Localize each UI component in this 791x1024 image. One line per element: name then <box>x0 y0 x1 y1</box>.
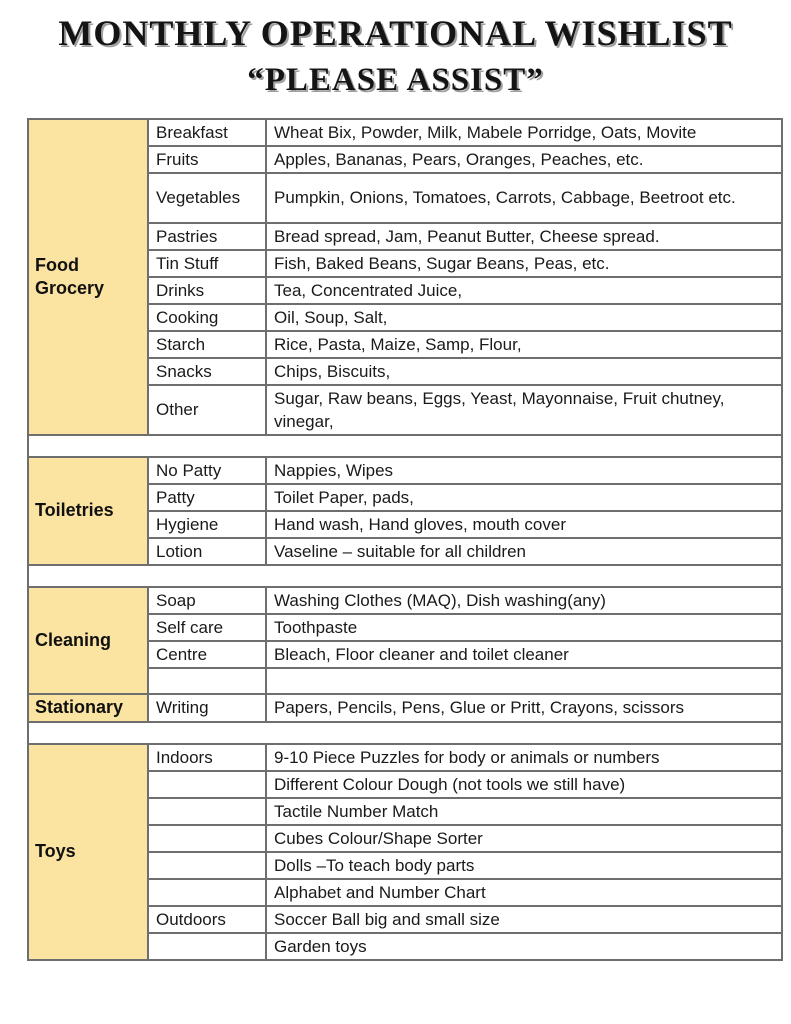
section-cleaning <box>28 587 782 694</box>
items-cell: Toilet Paper, pads, <box>266 484 782 511</box>
subcategory-cell <box>148 771 266 798</box>
category-cell: Food Grocery <box>28 119 148 435</box>
subcategory-cell: Patty <box>148 484 266 511</box>
items-cell: Nappies, Wipes <box>266 457 782 484</box>
subcategory-cell: Centre <box>148 641 266 668</box>
table-row <box>28 587 782 614</box>
section-food-grocery <box>28 119 782 435</box>
spacer-cell <box>28 565 782 587</box>
table-row <box>28 119 782 146</box>
items-cell: Bread spread, Jam, Peanut Butter, Cheese spread. <box>266 223 782 250</box>
items-cell: 9-10 Piece Puzzles for body or animals or numbers <box>266 744 782 771</box>
items-cell: Washing Clothes (MAQ), Dish washing(any) <box>266 587 782 614</box>
spacer-cell <box>28 722 782 744</box>
subcategory-cell <box>148 852 266 879</box>
table-row <box>28 694 782 722</box>
category-cell: Toiletries <box>28 457 148 565</box>
items-cell: Tea, Concentrated Juice, <box>266 277 782 304</box>
items-cell: Wheat Bix, Powder, Milk, Mabele Porridge, Oats, Movite <box>266 119 782 146</box>
section-toiletries <box>28 457 782 565</box>
items-cell: Pumpkin, Onions, Tomatoes, Carrots, Cabbage, Beetroot etc. <box>266 173 782 223</box>
items-cell: Fish, Baked Beans, Sugar Beans, Peas, etc. <box>266 250 782 277</box>
subcategory-cell: Hygiene <box>148 511 266 538</box>
document-header <box>0 0 791 101</box>
subcategory-cell: Breakfast <box>148 119 266 146</box>
items-cell: Dolls –To teach body parts <box>266 852 782 879</box>
subcategory-cell: Tin Stuff <box>148 250 266 277</box>
subcategory-cell: Pastries <box>148 223 266 250</box>
section-stationary <box>28 694 782 722</box>
subcategory-cell: Snacks <box>148 358 266 385</box>
items-cell: Alphabet and Number Chart <box>266 879 782 906</box>
subcategory-cell: Fruits <box>148 146 266 173</box>
items-cell: Hand wash, Hand gloves, mouth cover <box>266 511 782 538</box>
category-cell: Stationary <box>28 694 148 722</box>
subcategory-cell: Writing <box>148 694 266 722</box>
subcategory-cell: Indoors <box>148 744 266 771</box>
spacer-row <box>28 722 782 744</box>
spacer-cell <box>28 435 782 457</box>
subcategory-cell <box>148 825 266 852</box>
subcategory-cell: Other <box>148 385 266 435</box>
subcategory-cell: Outdoors <box>148 906 266 933</box>
section-gap <box>28 565 782 587</box>
items-cell: Chips, Biscuits, <box>266 358 782 385</box>
spacer-row <box>28 435 782 457</box>
items-cell: Vaseline – suitable for all children <box>266 538 782 565</box>
items-cell: Papers, Pencils, Pens, Glue or Pritt, Crayons, scissors <box>266 694 782 722</box>
items-cell: Rice, Pasta, Maize, Samp, Flour, <box>266 331 782 358</box>
subcategory-cell: Self care <box>148 614 266 641</box>
items-cell <box>266 668 782 694</box>
items-cell: Sugar, Raw beans, Eggs, Yeast, Mayonnaise, Fruit chutney, vinegar, <box>266 385 782 435</box>
items-cell: Garden toys <box>266 933 782 960</box>
subcategory-cell <box>148 668 266 694</box>
subcategory-cell: Cooking <box>148 304 266 331</box>
section-toys <box>28 744 782 960</box>
items-cell: Different Colour Dough (not tools we still have) <box>266 771 782 798</box>
table-row <box>28 744 782 771</box>
items-cell: Oil, Soup, Salt, <box>266 304 782 331</box>
subcategory-cell: Starch <box>148 331 266 358</box>
subcategory-cell: Vegetables <box>148 173 266 223</box>
category-cell: Cleaning <box>28 587 148 694</box>
subcategory-cell <box>148 879 266 906</box>
page-subtitle: “PLEASE ASSIST” <box>247 62 544 99</box>
section-gap <box>28 722 782 744</box>
items-cell: Cubes Colour/Shape Sorter <box>266 825 782 852</box>
subcategory-cell <box>148 933 266 960</box>
subcategory-cell: No Patty <box>148 457 266 484</box>
category-cell: Toys <box>28 744 148 960</box>
items-cell: Toothpaste <box>266 614 782 641</box>
items-cell: Soccer Ball big and small size <box>266 906 782 933</box>
wishlist-table <box>27 118 783 961</box>
table-row <box>28 457 782 484</box>
page-title: MONTHLY OPERATIONAL WISHLIST <box>58 13 733 53</box>
items-cell: Bleach, Floor cleaner and toilet cleaner <box>266 641 782 668</box>
items-cell: Apples, Bananas, Pears, Oranges, Peaches, etc. <box>266 146 782 173</box>
items-cell: Tactile Number Match <box>266 798 782 825</box>
subcategory-cell: Soap <box>148 587 266 614</box>
subcategory-cell: Lotion <box>148 538 266 565</box>
spacer-row <box>28 565 782 587</box>
section-gap <box>28 435 782 457</box>
subcategory-cell <box>148 798 266 825</box>
subcategory-cell: Drinks <box>148 277 266 304</box>
